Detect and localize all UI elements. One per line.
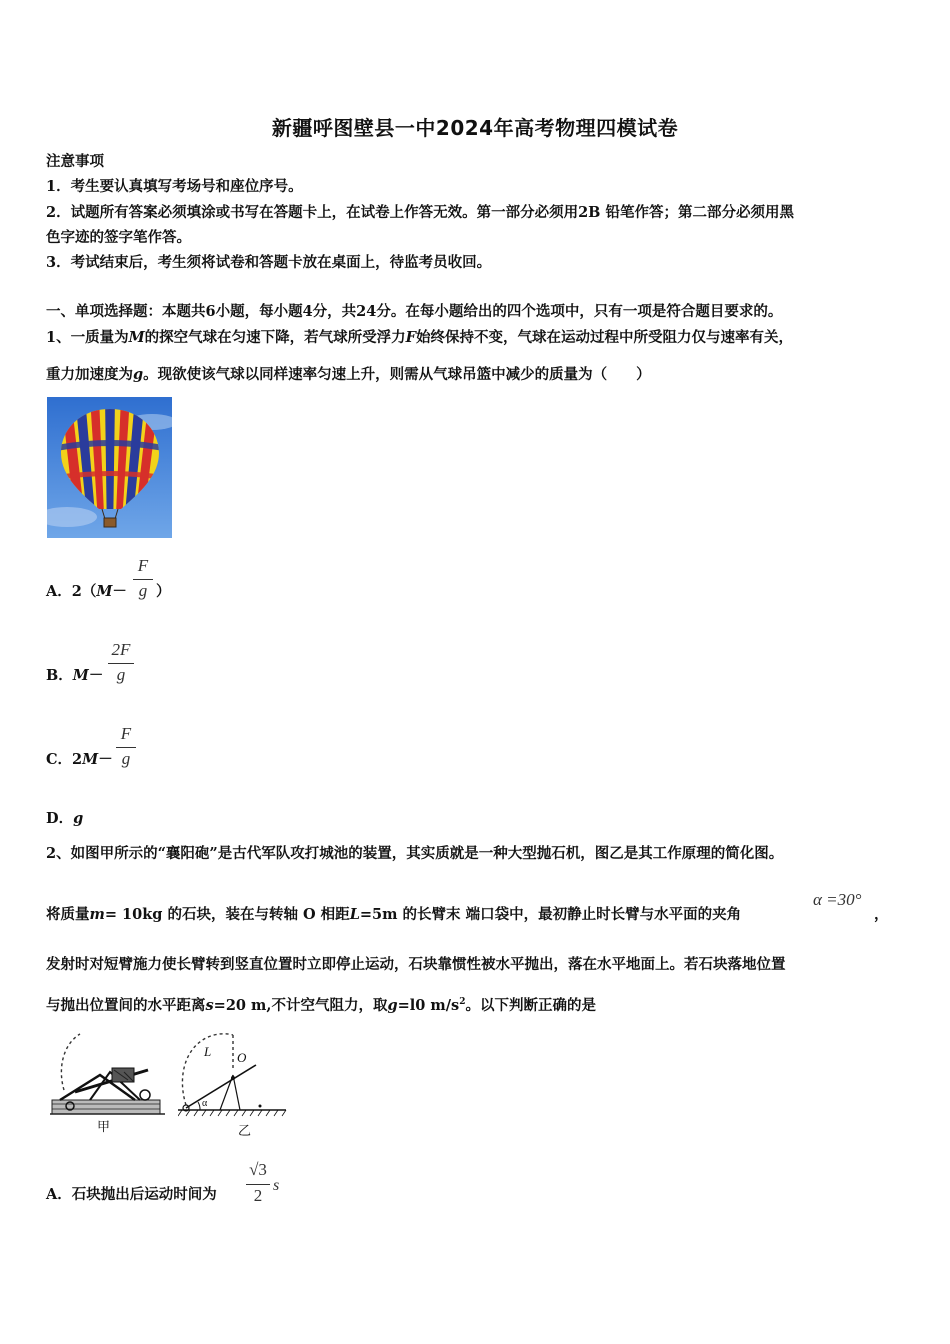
figure-yi (178, 1030, 288, 1120)
q2-line2: 将质量m= 10kg 的石块，装在与转轴 O 相距L=5m 的长臂末 端口袋中，最初静止时长臂与水平面的夹角 (46, 906, 742, 923)
notes-item-2: 2．试题所有答案必须填涂或书写在答题卡上，在试卷上作答无效。第一部分必须用2B 铅笔作答；第二部分必须用黑 (46, 204, 794, 221)
q1-option-b: B．M－ (46, 667, 104, 684)
figure-yi-L: L (204, 1044, 212, 1059)
balloon-icon (47, 397, 172, 538)
figure-yi-O: O (237, 1050, 247, 1065)
q1-option-a-close: ） (156, 583, 171, 600)
q2-option-a-fraction: √3 2 (246, 1160, 270, 1212)
q2-option-a: A．石块抛出后运动时间为 (46, 1186, 217, 1203)
q2-line1: 2、如图甲所示的“襄阳砲”是古代军队攻打城池的装置，其实质就是一种大型抛石机，图乙是其工作原理的简化图。 (46, 845, 784, 862)
q1-option-c: C．2M－ (46, 751, 113, 768)
notes-item-3: 3．考试结束后，考生须将试卷和答题卡放在桌面上，待监考员收回。 (46, 254, 492, 271)
q1-option-a-fraction: F g (133, 556, 153, 606)
section-heading: 一、单项选择题：本题共6小题，每小题4分，共24分。在每小题给出的四个选项中，只有一项是符合题目要求的。 (46, 303, 783, 320)
q1-line1: 1、一质量为M的探空气球在匀速下降，若气球所受浮力F始终保持不变，气球在运动过程中所受阻力仅与速率有关， (46, 329, 793, 346)
q1-option-c-fraction: F g (116, 724, 136, 774)
q2-comma: ， (874, 906, 889, 923)
q2-line3: 发射时对短臂施力使长臂转到竖直位置时立即停止运动，石块靠惯性被水平抛出，落在水平地面上。若石块落地位置 (46, 956, 786, 973)
q1-line2: 重力加速度为g。现欲使该气球以同样速率匀速上升，则需从气球吊篮中减少的质量为（ ） (46, 366, 651, 383)
q2-line4: 与抛出位置间的水平距离s=20 m,不计空气阻力，取g=l0 $m/s^2$。以下判断正确的是 (46, 996, 596, 1014)
lever-diagram-icon (178, 1030, 288, 1120)
q1-option-b-fraction: 2F g (108, 640, 134, 690)
q1-option-a: A．2（M－ (46, 583, 127, 600)
hot-air-balloon-image (47, 397, 172, 538)
page-title: 新疆呼图壁县一中2024年高考物理四模试卷 (271, 116, 679, 140)
q2-option-a-unit: s (273, 1177, 280, 1194)
q1-option-d: D．g (46, 810, 84, 827)
notes-item-2-cont: 色字迹的签字笔作答。 (46, 229, 191, 246)
figure-yi-label: 乙 (238, 1124, 252, 1139)
figure-jia-label: 甲 (97, 1120, 111, 1135)
figure-yi-alpha: α (202, 1098, 208, 1109)
notes-heading: 注意事项 (46, 153, 104, 170)
notes-item-1: 1．考生要认真填写考场号和座位序号。 (46, 178, 303, 195)
q2-angle: α =30° (813, 890, 862, 909)
